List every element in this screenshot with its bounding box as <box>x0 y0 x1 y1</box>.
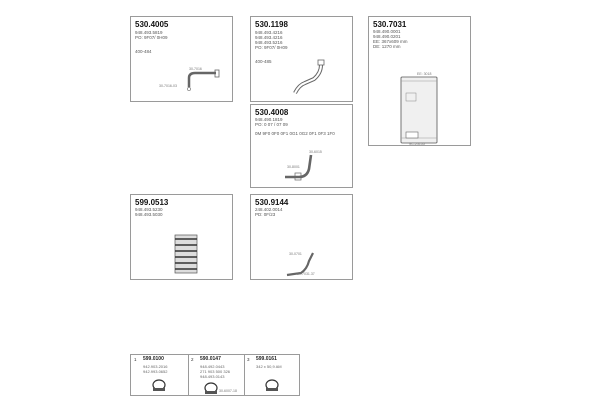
accessory-strip <box>130 354 300 396</box>
part-number: 530.1198 <box>255 20 288 29</box>
ref-line: 942.993.0652 <box>143 369 168 374</box>
ref-line: PO: 0 07 / 07 09 <box>255 122 288 127</box>
clamp-icon <box>202 380 240 396</box>
ref-line: 948.493.0143 <box>200 374 225 379</box>
part-card-530-4005[interactable] <box>130 16 233 102</box>
clamp-icon <box>149 377 169 393</box>
part-number: 530.7031 <box>373 20 407 29</box>
dimension-note: EE: 367x609 mm <box>373 39 408 44</box>
ref-line: 948.493.4216 <box>255 35 283 40</box>
ref-line: 948.493.5216 <box>255 40 283 45</box>
ref-line: 948.492.0443 <box>200 364 225 369</box>
ref-line: PO: 9F07/ 0H09 <box>255 45 288 50</box>
exhaust-pipe-drawing <box>251 195 354 281</box>
part-number: 599.0161 <box>256 356 277 362</box>
accessory-item-2[interactable] <box>188 355 244 397</box>
part-card-530-9144[interactable] <box>250 194 353 280</box>
ref-label: 50-7031.37 <box>297 272 315 276</box>
ref-line: 948.493.4216 <box>255 30 283 35</box>
item-number: 1 <box>134 357 137 362</box>
part-number: 590.0147 <box>200 356 221 362</box>
silencer-drawing <box>369 17 472 147</box>
ref-line: 948.490.1819 <box>255 117 283 122</box>
ref-line: 948.490.0201 <box>373 34 401 39</box>
ref-label: 30-0701 <box>289 252 302 256</box>
dimension-note: DE: 1270 mm <box>373 44 401 49</box>
ref-line: 948.493.5030 <box>135 212 163 217</box>
model-note: 400-484 <box>135 49 152 54</box>
ref-label: 30-8001 <box>287 165 300 169</box>
part-card-530-4008[interactable] <box>250 104 353 188</box>
part-card-530-7031[interactable] <box>368 16 471 146</box>
part-card-599-0513[interactable] <box>130 194 233 280</box>
ref-line: 948.490.0001 <box>373 29 401 34</box>
ref-line: PO: 9F07/ 0H09 <box>135 35 168 40</box>
ref-line: 342 x 50,9 AM <box>256 364 282 369</box>
ref-label: 30-6015 <box>309 150 322 154</box>
part-number: 599.0513 <box>135 198 169 207</box>
ref-label: 30-7016 <box>189 67 202 71</box>
ref-line: 948.493.5819 <box>135 30 163 35</box>
ref-label: 30-6007-18 <box>219 389 237 393</box>
part-number: 530.4005 <box>135 20 169 29</box>
item-number: 3 <box>247 357 250 362</box>
ref-line: 942.903.2016 <box>143 364 168 369</box>
part-number: 599.0100 <box>143 356 164 362</box>
part-number: 530.9144 <box>255 198 289 207</box>
model-note: 0M 9F0 0F0 0F1 0G1 0G2 0F1 0F3 1F0 <box>255 131 335 136</box>
accessory-item-1[interactable] <box>131 355 188 397</box>
ref-line: 271 903 500 326 <box>200 369 231 374</box>
ref-label: SC-23155 <box>409 142 425 146</box>
ref-line: PD: 0F/23 <box>255 212 276 217</box>
part-number: 530.4008 <box>255 108 289 117</box>
ref-label: 30-7016-03 <box>159 84 177 88</box>
exhaust-pipe-drawing <box>251 17 354 103</box>
ref-line: 248.402.0014 <box>255 207 283 212</box>
model-note: 400-485 <box>255 59 272 64</box>
item-number: 2 <box>191 357 194 362</box>
exhaust-pipe-drawing <box>131 17 234 103</box>
ref-line: 948.493.5230 <box>135 207 163 212</box>
exhaust-pipe-drawing <box>251 105 354 189</box>
flexible-hose-drawing <box>131 195 234 281</box>
accessory-item-3[interactable] <box>244 355 301 397</box>
part-card-530-1198[interactable] <box>250 16 353 102</box>
ref-label: EE: 3018 <box>417 72 432 76</box>
clamp-icon <box>262 377 282 393</box>
